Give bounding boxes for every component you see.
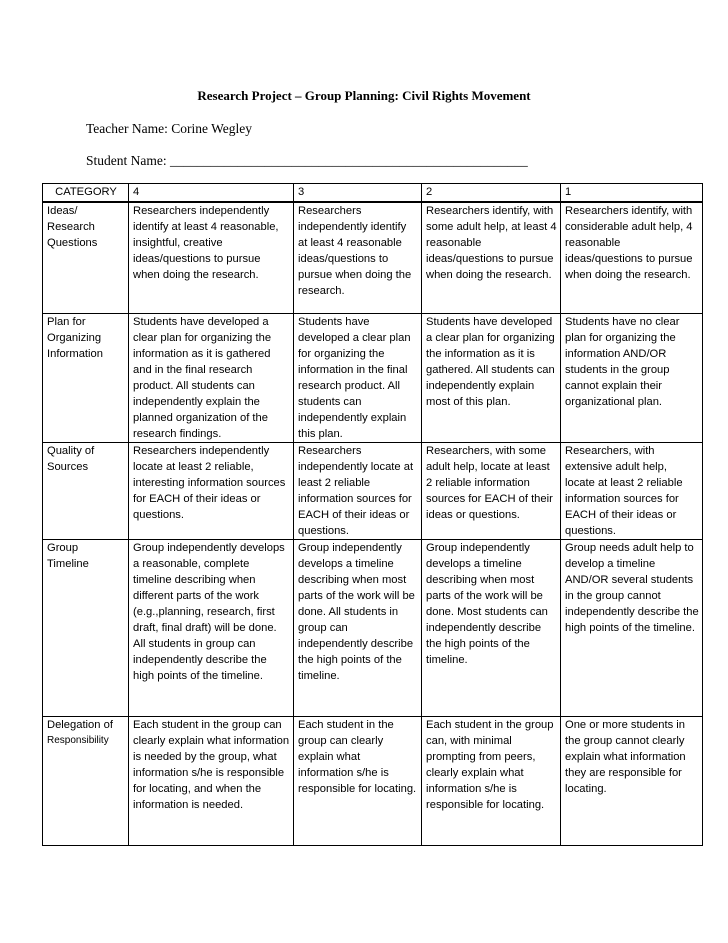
score-3-cell: Group independently develops a timeline describing when most parts of the work will be done. All students in group can independently describe the high points of the timeline. [294,539,422,716]
header-category: CATEGORY [43,184,129,203]
score-1-cell: Group needs adult help to develop a timeline AND/OR several students in the group cannot independently describe the high points of the timeline. [561,539,703,716]
table-row [43,716,703,845]
student-name-line: Student Name: _____________________________________________________ [86,153,528,168]
document-title: Research Project – Group Planning: Civil Rights Movement [197,88,531,103]
score-1-cell: Researchers, with extensive adult help, locate at least 2 reliable information sources for EACH of their ideas or questions. [561,442,703,539]
score-4-cell: Researchers independently identify at least 4 reasonable, insightful, creative ideas/questions to pursue when doing the research. [129,202,294,313]
category-label: Delegation of [47,718,113,731]
score-3-cell: Researchers independently identify at least 4 reasonable ideas/questions to pursue when doing the research. [294,202,422,313]
score-4-cell: Students have developed a clear plan for organizing the information as it is gathered and in the final research product. All students can independently explain the planned organization of the research findings. [129,313,294,442]
table-row [43,539,703,716]
score-4-cell: Each student in the group can clearly explain what information is needed by the group, what information s/he is responsible for locating, and when the information is needed. [129,716,294,845]
table-row [43,202,703,313]
score-4-cell: Group independently develops a reasonable, complete timeline describing when different parts of the work (e.g.,planning, research, first draft, final draft) will be done. All students in group can independently describe the high points of the timeline. [129,539,294,716]
score-1-cell: Students have no clear plan for organizing the information AND/OR students in the group cannot explain their organizational plan. [561,313,703,442]
score-3-cell: Students have developed a clear plan for organizing the information in the final research product. All students can independently explain this plan. [294,313,422,442]
category-cell [43,716,129,845]
score-3-cell: Researchers independently locate at least 2 reliable information sources for EACH of their ideas or questions. [294,442,422,539]
category-label-small: Responsibility [47,734,109,746]
score-3-cell: Each student in the group can clearly explain what information s/he is responsible for locating. [294,716,422,845]
score-4-cell: Researchers independently locate at least 2 reliable, interesting information sources for EACH of their ideas or questions. [129,442,294,539]
header-score-4: 4 [129,184,294,203]
rubric-table [42,183,703,846]
table-row [43,313,703,442]
score-2-cell: Researchers identify, with some adult help, at least 4 reasonable ideas/questions to pursue when doing the research. [422,202,561,313]
table-row [43,442,703,539]
category-cell: Plan for Organizing Information [43,313,129,442]
category-cell: Ideas/ Research Questions [43,202,129,313]
header-score-2: 2 [422,184,561,203]
header-row [43,184,703,203]
score-2-cell: Group independently develops a timeline describing when most parts of the work will be done. Most students can independently describe the high points of the timeline. [422,539,561,716]
category-cell: Group Timeline [43,539,129,716]
score-1-cell: Researchers identify, with considerable adult help, 4 reasonable ideas/questions to pursue when doing the research. [561,202,703,313]
teacher-name-line: Teacher Name: Corine Wegley [86,121,253,136]
header-score-1: 1 [561,184,703,203]
score-2-cell: Researchers, with some adult help, locate at least 2 reliable information sources for EACH of their ideas or questions. [422,442,561,539]
score-2-cell: Students have developed a clear plan for organizing the information as it is gathered. All students can independently explain most of this plan. [422,313,561,442]
category-cell: Quality of Sources [43,442,129,539]
header-score-3: 3 [294,184,422,203]
score-1-cell: One or more students in the group cannot clearly explain what information they are responsible for locating. [561,716,703,845]
score-2-cell: Each student in the group can, with minimal prompting from peers, clearly explain what information s/he is responsible for locating. [422,716,561,845]
